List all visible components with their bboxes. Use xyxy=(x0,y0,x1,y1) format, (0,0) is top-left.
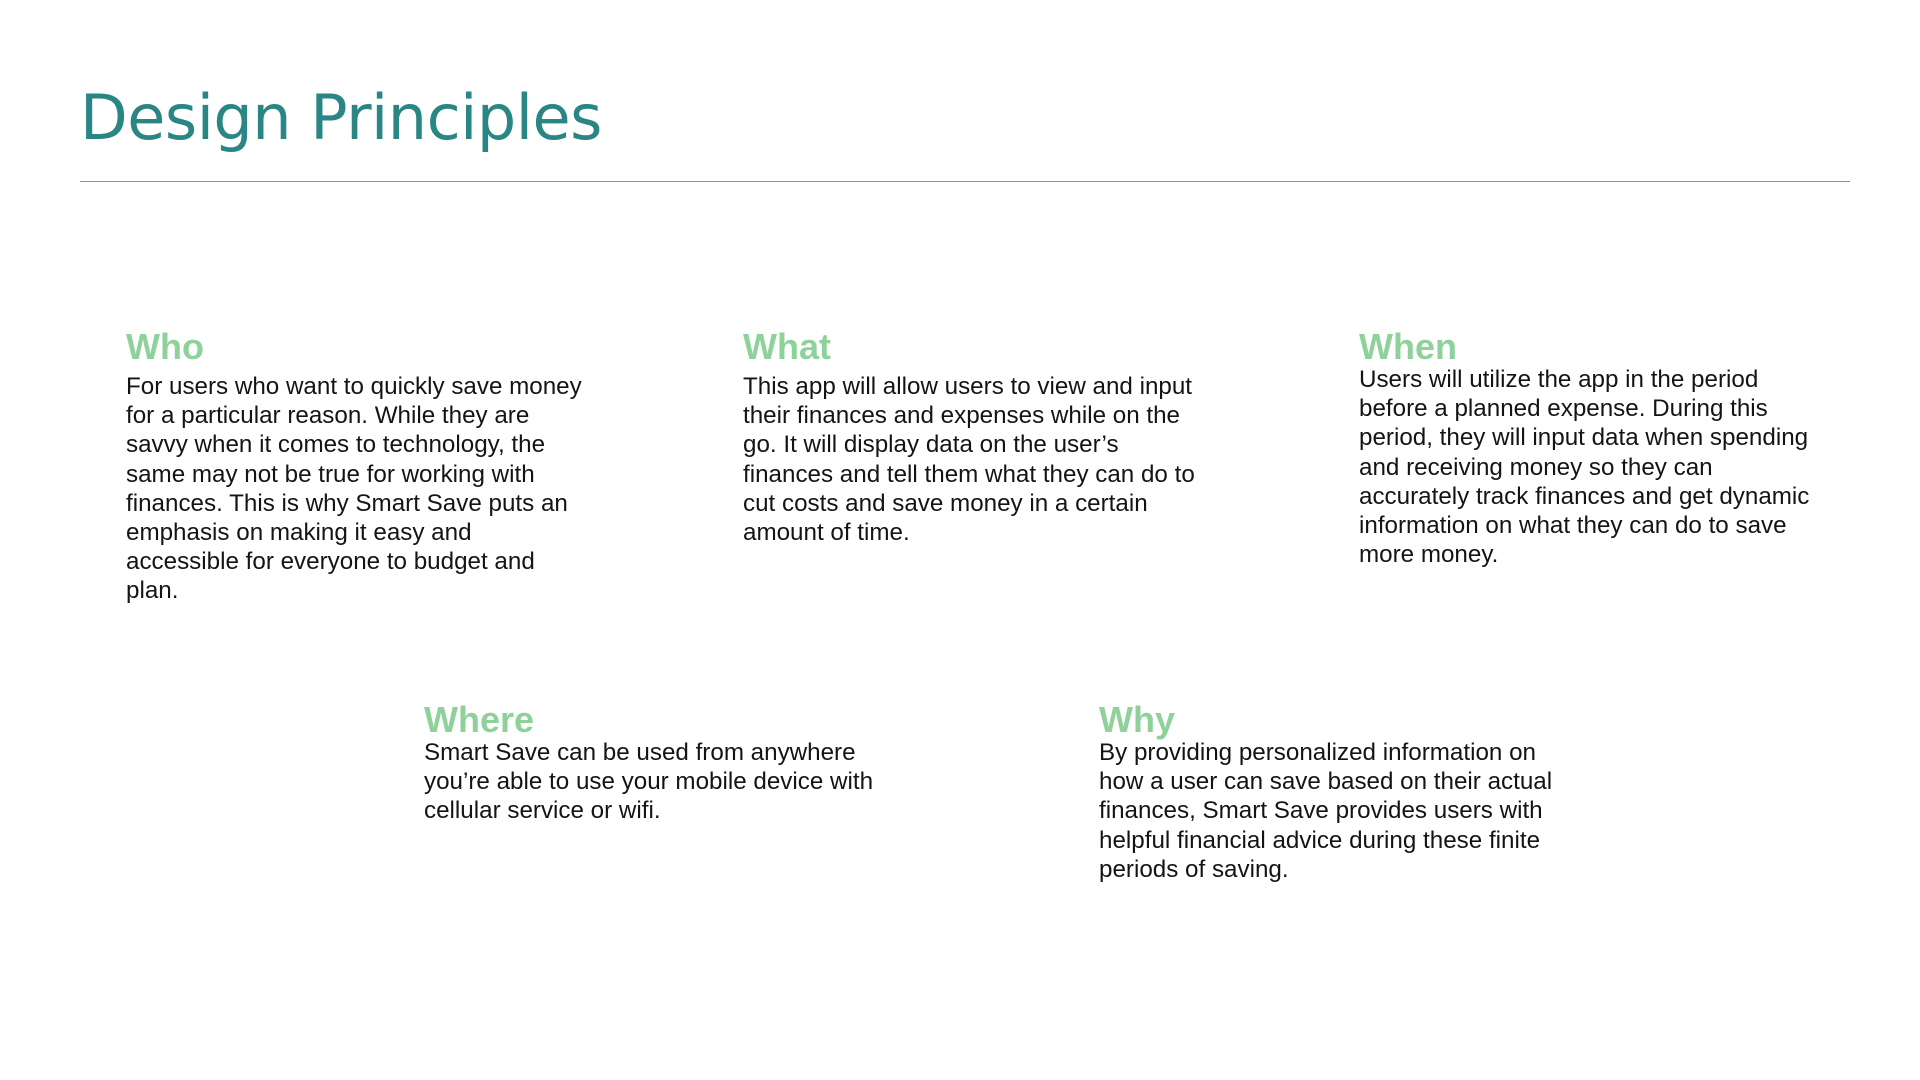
section-when xyxy=(1359,326,1829,569)
section-heading-where: Where xyxy=(424,699,535,740)
section-body-who: For users who want to quickly save money for a particular reason. While they are savvy when it comes to technology, the same may not be true for working with finances. This is why Smart Save puts an emphasis on making it easy and accessible for everyone to budget and plan. xyxy=(126,373,582,605)
section-where xyxy=(424,699,884,826)
section-heading-what: What xyxy=(743,326,831,367)
section-body-where: Smart Save can be used from anywhere you’re able to use your mobile device with cellular service or wifi. xyxy=(424,739,874,825)
section-why xyxy=(1099,699,1559,884)
section-what xyxy=(743,326,1203,547)
section-body-why: By providing personalized information on how a user can save based on their actual finances, Smart Save provides users with helpful financial advice during these finite periods of saving. xyxy=(1099,739,1553,883)
page-title: Design Principles xyxy=(80,81,602,154)
section-heading-who: Who xyxy=(126,326,204,367)
section-body-what: This app will allow users to view and input their finances and expenses while on the go. It will display data on the user’s finances and tell them what they can do to cut costs and save money in a certain amount of time. xyxy=(743,373,1195,547)
section-body-when: Users will utilize the app in the period before a planned expense. During this period, they will input data when spending and receiving money so they can accurately track finances and get dynamic information on what they can do to save more money. xyxy=(1359,366,1810,569)
title-divider xyxy=(80,181,1850,182)
section-who xyxy=(126,326,586,606)
section-heading-when: When xyxy=(1359,326,1457,367)
section-heading-why: Why xyxy=(1099,699,1175,740)
